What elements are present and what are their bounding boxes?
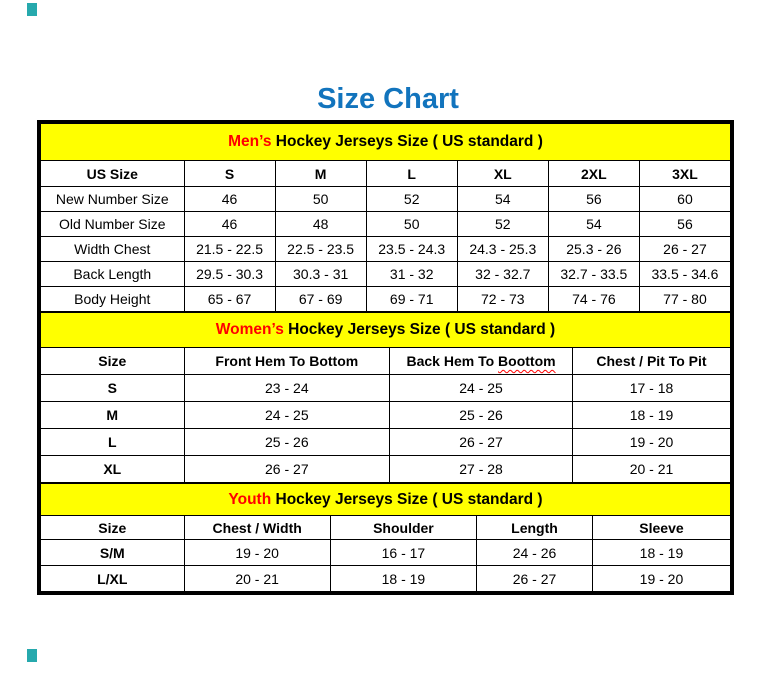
- row-label: S/M: [41, 540, 185, 566]
- size-value-cell: 18 - 19: [572, 402, 730, 429]
- column-header: M: [275, 161, 366, 187]
- column-header: Shoulder: [330, 516, 476, 540]
- table-row: [41, 566, 731, 592]
- size-value-cell: 30.3 - 31: [275, 262, 366, 287]
- column-header: Front Hem To Bottom: [184, 348, 390, 375]
- size-value-cell: 23.5 - 24.3: [366, 237, 457, 262]
- column-header: 2XL: [548, 161, 639, 187]
- size-value-cell: 19 - 20: [592, 566, 730, 592]
- mens-section-banner: [41, 124, 731, 161]
- row-label: Body Height: [41, 287, 185, 312]
- size-value-cell: 65 - 67: [184, 287, 275, 312]
- size-value-cell: 60: [639, 187, 730, 212]
- size-value-cell: 26 - 27: [639, 237, 730, 262]
- size-value-cell: 19 - 20: [184, 540, 330, 566]
- row-label: S: [41, 375, 185, 402]
- column-header: Size: [41, 516, 185, 540]
- banner-title-text: Hockey Jerseys Size ( US standard ): [271, 133, 543, 150]
- size-value-cell: 33.5 - 34.6: [639, 262, 730, 287]
- size-value-cell: 48: [275, 212, 366, 237]
- column-header: L: [366, 161, 457, 187]
- size-value-cell: 32 - 32.7: [457, 262, 548, 287]
- size-value-cell: 26 - 27: [477, 566, 593, 592]
- size-value-cell: 20 - 21: [184, 566, 330, 592]
- table-row: [41, 212, 731, 237]
- size-value-cell: 18 - 19: [592, 540, 730, 566]
- column-header: S: [184, 161, 275, 187]
- size-value-cell: 67 - 69: [275, 287, 366, 312]
- table-row: [41, 187, 731, 212]
- size-value-cell: 52: [457, 212, 548, 237]
- size-value-cell: 29.5 - 30.3: [184, 262, 275, 287]
- size-value-cell: 50: [275, 187, 366, 212]
- size-value-cell: 16 - 17: [330, 540, 476, 566]
- size-value-cell: 31 - 32: [366, 262, 457, 287]
- size-value-cell: 54: [457, 187, 548, 212]
- size-value-cell: 25 - 26: [184, 429, 390, 456]
- womens-size-table: [40, 312, 731, 483]
- row-label: Back Length: [41, 262, 185, 287]
- size-chart-table: [37, 120, 734, 595]
- size-value-cell: 74 - 76: [548, 287, 639, 312]
- row-label: L: [41, 429, 185, 456]
- misspelled-word: Boottom: [498, 353, 556, 369]
- size-value-cell: 72 - 73: [457, 287, 548, 312]
- size-value-cell: 19 - 20: [572, 429, 730, 456]
- size-value-cell: 56: [639, 212, 730, 237]
- youth-header-row: [41, 516, 731, 540]
- banner-title-text: Hockey Jerseys Size ( US standard ): [283, 321, 556, 338]
- size-value-cell: 24.3 - 25.3: [457, 237, 548, 262]
- column-header: XL: [457, 161, 548, 187]
- youth-section-banner: [41, 484, 731, 516]
- size-value-cell: 21.5 - 22.5: [184, 237, 275, 262]
- row-label: M: [41, 402, 185, 429]
- table-row: [41, 402, 731, 429]
- size-value-cell: 77 - 80: [639, 287, 730, 312]
- size-value-cell: 52: [366, 187, 457, 212]
- table-row: [41, 540, 731, 566]
- row-label: L/XL: [41, 566, 185, 592]
- column-header: Size: [41, 348, 185, 375]
- page-title: Size Chart: [317, 83, 459, 116]
- size-value-cell: 46: [184, 212, 275, 237]
- banner-highlight-text: Men’s: [228, 133, 272, 150]
- size-value-cell: 23 - 24: [184, 375, 390, 402]
- column-header: Back Hem To Boottom: [390, 348, 573, 375]
- size-value-cell: 69 - 71: [366, 287, 457, 312]
- size-value-cell: 54: [548, 212, 639, 237]
- table-row: [41, 287, 731, 312]
- banner-highlight-text: Women’s: [215, 321, 284, 338]
- size-value-cell: 46: [184, 187, 275, 212]
- size-value-cell: 32.7 - 33.5: [548, 262, 639, 287]
- table-row: [41, 429, 731, 456]
- size-value-cell: 24 - 26: [477, 540, 593, 566]
- size-value-cell: 26 - 27: [184, 456, 390, 483]
- size-value-cell: 24 - 25: [184, 402, 390, 429]
- size-value-cell: 18 - 19: [330, 566, 476, 592]
- teal-marker-bottom: [27, 649, 37, 662]
- size-value-cell: 22.5 - 23.5: [275, 237, 366, 262]
- table-row: [41, 237, 731, 262]
- size-value-cell: 25 - 26: [390, 402, 573, 429]
- column-header: Chest / Pit To Pit: [572, 348, 730, 375]
- column-header: US Size: [41, 161, 185, 187]
- table-row: [41, 456, 731, 483]
- size-value-cell: 27 - 28: [390, 456, 573, 483]
- size-value-cell: 20 - 21: [572, 456, 730, 483]
- row-label: New Number Size: [41, 187, 185, 212]
- size-value-cell: 50: [366, 212, 457, 237]
- teal-marker-top: [27, 3, 37, 16]
- table-row: [41, 375, 731, 402]
- mens-size-table: [40, 123, 731, 312]
- womens-section-banner: [41, 313, 731, 348]
- row-label: Width Chest: [41, 237, 185, 262]
- banner-highlight-text: Youth: [228, 490, 272, 508]
- table-row: [41, 262, 731, 287]
- size-value-cell: 25.3 - 26: [548, 237, 639, 262]
- column-header: Chest / Width: [184, 516, 330, 540]
- banner-title-text: Hockey Jerseys Size ( US standard ): [271, 490, 543, 508]
- womens-header-row: [41, 348, 731, 375]
- mens-header-row: [41, 161, 731, 187]
- size-value-cell: 56: [548, 187, 639, 212]
- column-header: 3XL: [639, 161, 730, 187]
- size-value-cell: 17 - 18: [572, 375, 730, 402]
- row-label: XL: [41, 456, 185, 483]
- size-value-cell: 24 - 25: [390, 375, 573, 402]
- size-value-cell: 26 - 27: [390, 429, 573, 456]
- column-header: Length: [477, 516, 593, 540]
- youth-size-table: [40, 483, 731, 592]
- column-header: Sleeve: [592, 516, 730, 540]
- row-label: Old Number Size: [41, 212, 185, 237]
